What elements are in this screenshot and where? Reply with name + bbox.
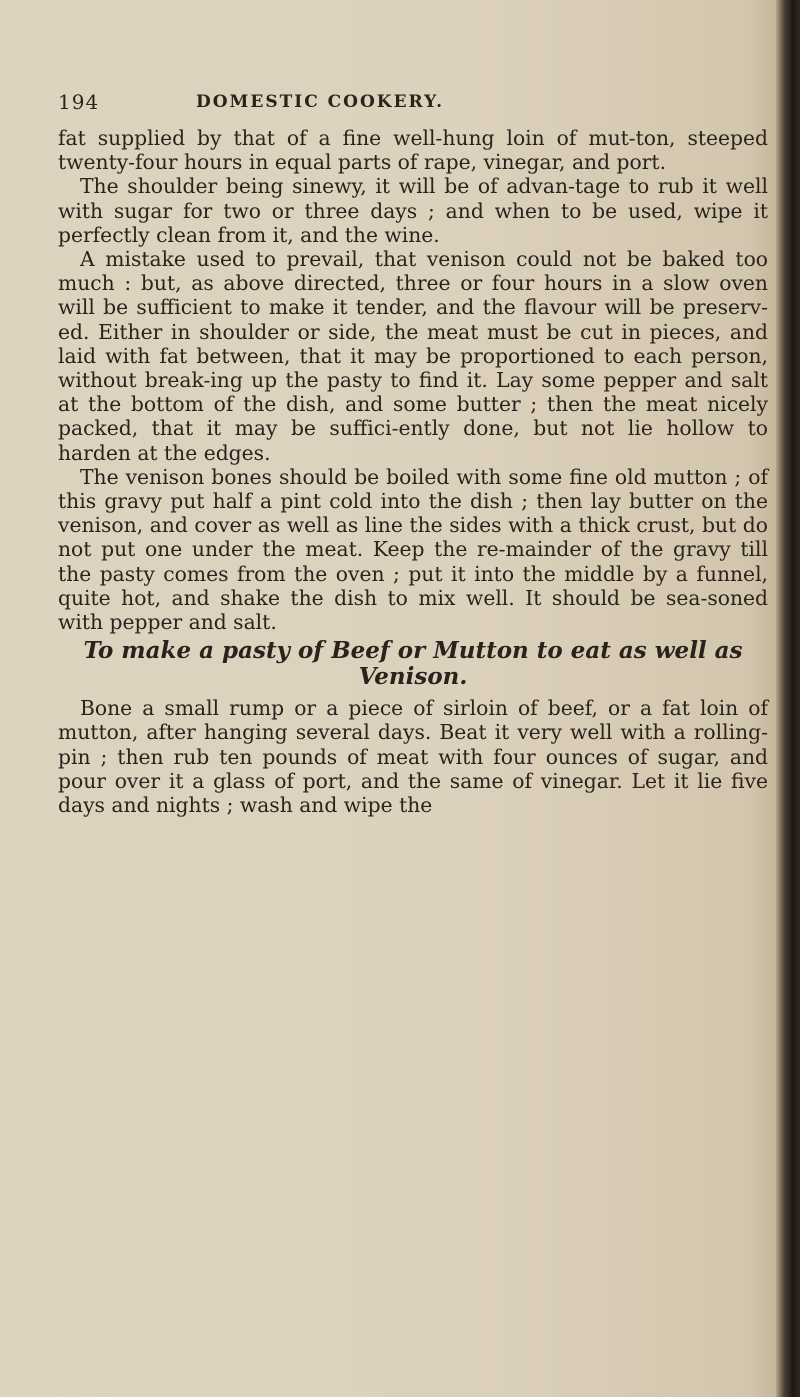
- paragraph-continued: fat supplied by that of a fine well-hung loin of mut-ton, steeped twenty-four hours in equal parts of rape, vinegar, and port.: [58, 126, 768, 175]
- paragraph-bone-rump: Bone a small rump or a piece of sirloin of beef, or a fat loin of mutton, after hanging several days. Beat it very well with a rolling-pin ; then rub ten pounds of meat with four ounces of sugar, and pour over it a glass of port, and the same of vinegar. Let it lie five days and nights ; wash and wipe the: [58, 696, 768, 818]
- body-text: [58, 126, 768, 817]
- running-title: DOMESTIC COOKERY.: [196, 92, 445, 112]
- paragraph-shoulder: The shoulder being sinewy, it will be of advan-tage to rub it well with sugar for two or three days ; and when to be used, wipe it perfectly clean from it, and the wine.: [58, 174, 768, 247]
- book-binding-edge: [776, 0, 800, 1397]
- recipe-title: To make a pasty of Beef or Mutton to eat as well as Venison.: [83, 637, 743, 691]
- page-header: [58, 90, 758, 120]
- page-number: 194: [58, 90, 100, 114]
- paragraph-bones: The venison bones should be boiled with some fine old mutton ; of this gravy put half a pint cold into the dish ; then lay butter on the venison, and cover as well as line the sides with a thick crust, but do not put one under the meat. Keep the re-mainder of the gravy till the pasty comes from the oven ; put it into the middle by a funnel, quite hot, and shake the dish to mix well. It should be sea-soned with pepper and salt.: [58, 464, 768, 635]
- paragraph-mistake: A mistake used to prevail, that venison could not be baked too much : but, as above directed, three or four hours in a slow oven will be sufficient to make it tender, and the flavour will be preserv-ed. Either in shoulder or side, the meat must be cut in pieces, and laid with fat between, that it may be proportioned to each person, without break-ing up the pasty to find it. Lay some pepper and salt at the bottom of the dish, and some butter ; then the meat nicely packed, that it may be suffici-ently done, but not lie hollow to harden at the edges.: [58, 247, 768, 465]
